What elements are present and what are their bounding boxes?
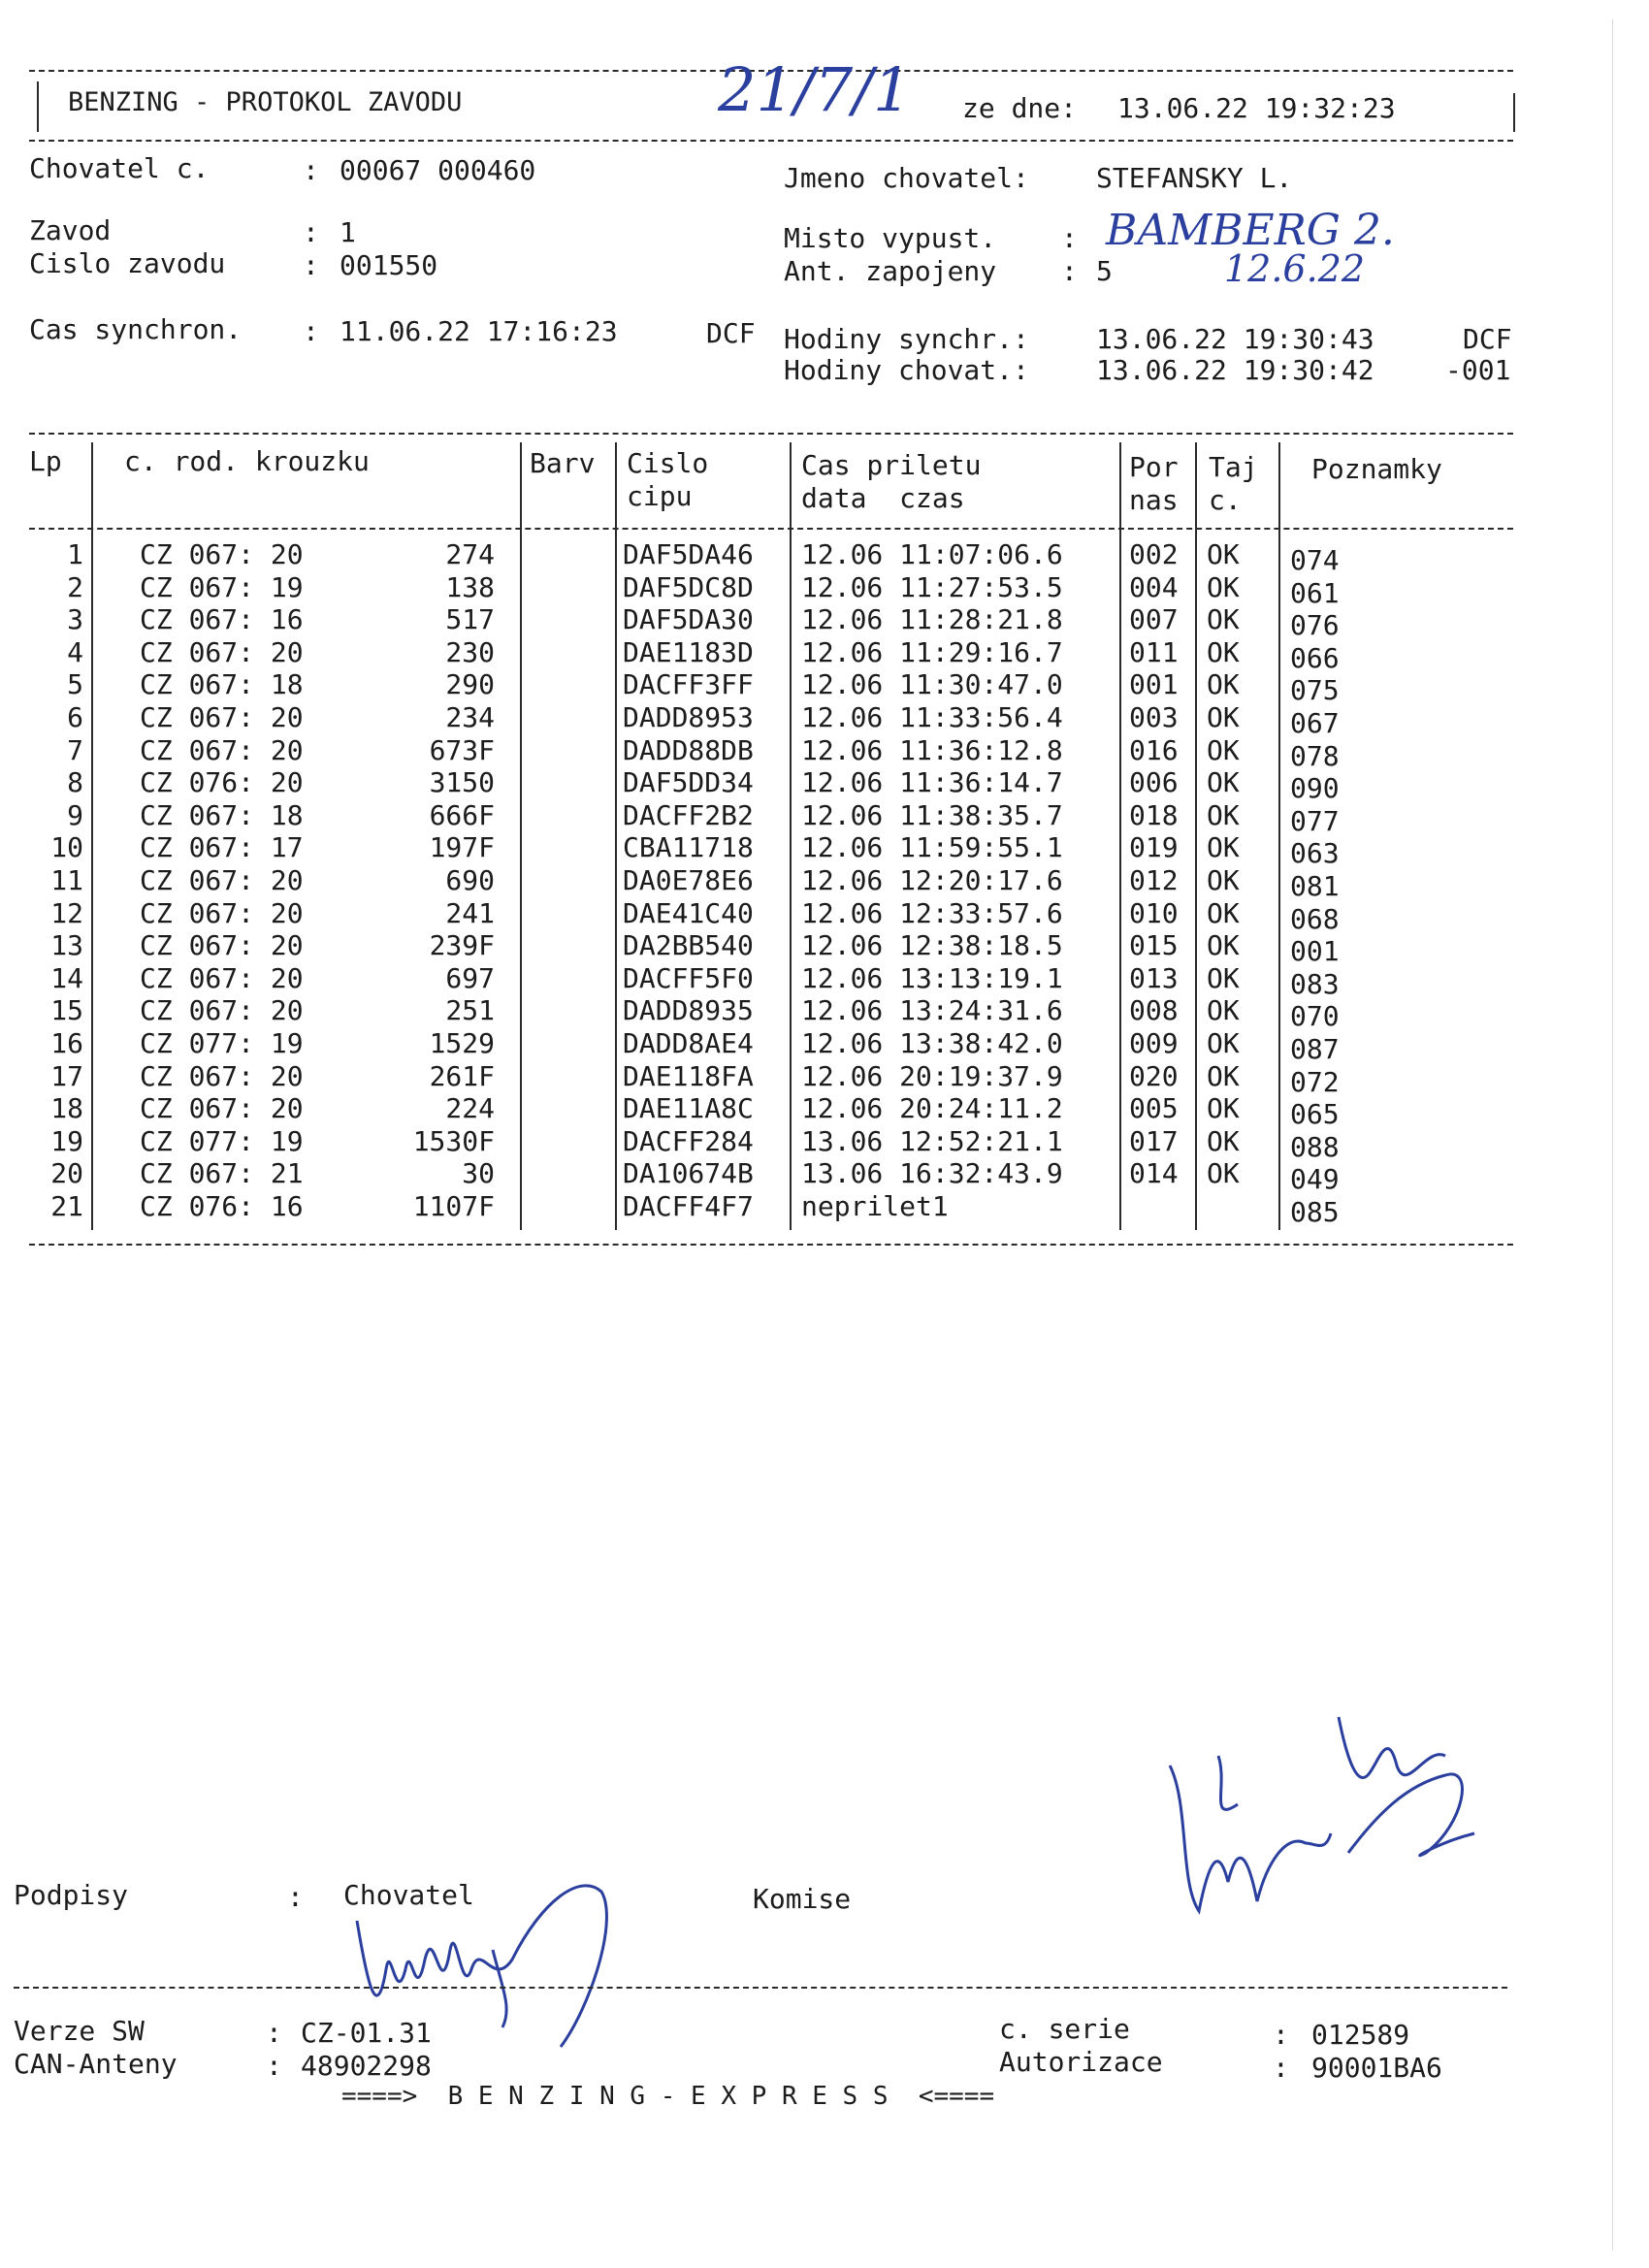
row-ring-number: 1107F [412, 1190, 495, 1222]
row-secret-check: OK [1207, 538, 1240, 570]
row-note: 001 [1290, 935, 1340, 968]
row-chip-id: DACFF2B2 [623, 798, 754, 831]
table-row [0, 864, 1552, 902]
row-secret-check: OK [1207, 701, 1240, 733]
row-lp: 8 [67, 766, 83, 799]
header-notes: Poznamky [1311, 453, 1442, 485]
row-ring: CZ 077: 19 [140, 1124, 304, 1157]
row-ring: CZ 067: 20 [140, 733, 304, 766]
row-lp: 10 [50, 831, 83, 864]
row-order: 013 [1129, 961, 1179, 994]
can-antennas-value: 48902298 [301, 2050, 432, 2082]
row-order: 017 [1129, 1124, 1179, 1157]
row-ring: CZ 067: 21 [140, 1157, 304, 1190]
row-chip-id: DACFF5F0 [623, 961, 754, 994]
row-arrival-time: 12.06 13:13:19.1 [801, 961, 1063, 994]
row-note: 088 [1290, 1130, 1340, 1163]
row-lp: 21 [50, 1190, 83, 1222]
row-note: 066 [1290, 641, 1340, 674]
row-ring-number: 3150 [429, 766, 495, 799]
row-chip-id: DA10674B [623, 1157, 754, 1190]
row-note: 083 [1290, 967, 1340, 1000]
row-ring: CZ 067: 20 [140, 1059, 304, 1092]
row-ring-number: 673F [429, 733, 495, 766]
row-note: 085 [1290, 1196, 1340, 1228]
row-ring: CZ 067: 19 [140, 570, 304, 603]
race-label: Zavod [29, 214, 112, 246]
row-lp: 4 [67, 635, 83, 668]
handwritten-race-code: 21/7/1 [718, 54, 912, 125]
row-ring: CZ 067: 20 [140, 635, 304, 668]
table-row [0, 1027, 1552, 1065]
row-arrival-time: 12.06 11:27:53.5 [801, 570, 1063, 603]
row-order: 007 [1129, 603, 1179, 636]
table-row [0, 635, 1552, 674]
row-ring-number: 274 [445, 538, 495, 570]
row-lp: 19 [50, 1124, 83, 1157]
header-por-1: Por [1129, 451, 1179, 483]
row-note: 078 [1290, 739, 1340, 772]
row-ring: CZ 067: 18 [140, 798, 304, 831]
row-arrival-time: 12.06 20:24:11.2 [801, 1092, 1063, 1125]
row-chip-id: DAE41C40 [623, 896, 754, 929]
row-ring: CZ 067: 20 [140, 864, 304, 896]
row-note: 075 [1290, 674, 1340, 707]
table-row [0, 961, 1552, 1000]
sync-time-value: 11.06.22 17:16:23 [340, 315, 618, 347]
breeder-no-value: 00067 000460 [340, 154, 536, 186]
row-secret-check: OK [1207, 1027, 1240, 1059]
row-secret-check: OK [1207, 831, 1240, 864]
row-order: 004 [1129, 570, 1179, 603]
row-order: 002 [1129, 538, 1179, 570]
row-arrival-time: 12.06 11:33:56.4 [801, 701, 1063, 733]
row-secret-check: OK [1207, 1092, 1240, 1125]
row-ring-number: 234 [445, 701, 495, 733]
table-row [0, 994, 1552, 1033]
row-chip-id: DA2BB540 [623, 929, 754, 962]
row-ring-number: 1530F [412, 1124, 495, 1157]
sync-time-label: Cas synchron. [29, 313, 242, 345]
row-lp: 3 [67, 603, 83, 636]
page-edge-right [1612, 19, 1613, 2251]
colon: : [266, 2050, 282, 2082]
row-note: 049 [1290, 1163, 1340, 1196]
row-arrival-time: 12.06 11:07:06.6 [801, 538, 1063, 570]
row-lp: 9 [67, 798, 83, 831]
row-ring: CZ 067: 20 [140, 994, 304, 1027]
row-note: 063 [1290, 837, 1340, 870]
footer-rule [14, 1987, 1507, 1989]
row-note: 072 [1290, 1065, 1340, 1098]
row-chip-id: DAF5DA46 [623, 538, 754, 570]
row-ring-number: 251 [445, 994, 495, 1027]
header-por-2: nas [1129, 484, 1179, 516]
sw-version-label: Verze SW [14, 2015, 145, 2047]
row-note: 077 [1290, 804, 1340, 837]
row-secret-check: OK [1207, 766, 1240, 799]
row-arrival-time: neprilet1 [801, 1190, 949, 1222]
race-value: 1 [340, 216, 356, 248]
row-lp: 5 [67, 668, 83, 701]
row-chip-id: CBA11718 [623, 831, 754, 864]
row-secret-check: OK [1207, 1124, 1240, 1157]
protocol-date-value: 13.06.22 19:32:23 [1117, 92, 1396, 124]
row-ring-number: 230 [445, 635, 495, 668]
row-secret-check: OK [1207, 570, 1240, 603]
header-lp: Lp [29, 445, 62, 477]
row-lp: 14 [50, 961, 83, 994]
antennas-label: Ant. zapojeny [784, 255, 997, 287]
header-time-2: data czas [801, 482, 965, 514]
row-secret-check: OK [1207, 961, 1240, 994]
row-ring-number: 1529 [429, 1027, 495, 1059]
header-chip-2: cipu [627, 480, 693, 512]
table-row [0, 570, 1552, 609]
table-row [0, 668, 1552, 707]
row-arrival-time: 12.06 20:19:37.9 [801, 1059, 1063, 1092]
signatures-label: Podpisy [14, 1879, 129, 1911]
colon: : [303, 249, 319, 281]
clock-sync-source: DCF [1463, 323, 1512, 355]
row-chip-id: DAE118FA [623, 1059, 754, 1092]
colon: : [1061, 222, 1078, 254]
row-lp: 2 [67, 570, 83, 603]
row-note: 068 [1290, 902, 1340, 935]
authorization-label: Autorizace [999, 2046, 1163, 2078]
row-lp: 13 [50, 929, 83, 962]
row-arrival-time: 13.06 16:32:43.9 [801, 1157, 1063, 1190]
commission-label: Komise [753, 1883, 852, 1915]
authorization-value: 90001BA6 [1311, 2052, 1442, 2084]
row-arrival-time: 12.06 12:20:17.6 [801, 864, 1063, 896]
row-lp: 6 [67, 701, 83, 733]
table-row [0, 1124, 1552, 1163]
clock-breeder-diff: -001 [1445, 354, 1511, 386]
row-arrival-time: 13.06 12:52:21.1 [801, 1124, 1063, 1157]
colon: : [303, 216, 319, 248]
row-secret-check: OK [1207, 929, 1240, 962]
row-ring: CZ 067: 20 [140, 929, 304, 962]
row-ring-number: 697 [445, 961, 495, 994]
row-ring-number: 224 [445, 1092, 495, 1125]
colon: : [303, 154, 319, 186]
row-ring-number: 517 [445, 603, 495, 636]
colon: : [1061, 255, 1078, 287]
row-order: 008 [1129, 994, 1179, 1027]
header-chip-1: Cislo [627, 447, 709, 479]
table-row [0, 1157, 1552, 1196]
row-chip-id: DADD8AE4 [623, 1027, 754, 1059]
can-antennas-label: CAN-Anteny [14, 2048, 178, 2080]
clock-sync-label: Hodiny synchr.: [784, 323, 1029, 355]
row-secret-check: OK [1207, 994, 1240, 1027]
table-row [0, 538, 1552, 576]
race-no-label: Cislo zavodu [29, 247, 226, 279]
row-chip-id: DAF5DC8D [623, 570, 754, 603]
row-order: 014 [1129, 1157, 1179, 1190]
row-order: 015 [1129, 929, 1179, 962]
row-order: 020 [1129, 1059, 1179, 1092]
row-chip-id: DAF5DA30 [623, 603, 754, 636]
row-note: 074 [1290, 544, 1340, 576]
release-place-value: BAMBERG 2. [1106, 206, 1395, 255]
row-lp: 16 [50, 1027, 83, 1059]
header-right-edge [1513, 93, 1515, 132]
row-ring-number: 690 [445, 864, 495, 896]
serial-label: c. serie [999, 2013, 1130, 2045]
table-row [0, 1059, 1552, 1098]
row-chip-id: DACFF4F7 [623, 1190, 754, 1222]
table-header-rule [29, 528, 1513, 530]
row-ring: CZ 067: 16 [140, 603, 304, 636]
table-row [0, 766, 1552, 805]
row-secret-check: OK [1207, 798, 1240, 831]
row-ring: CZ 076: 20 [140, 766, 304, 799]
row-ring: CZ 076: 16 [140, 1190, 304, 1222]
row-secret-check: OK [1207, 668, 1240, 701]
row-chip-id: DADD8953 [623, 701, 754, 733]
row-note: 061 [1290, 576, 1340, 609]
table-row [0, 831, 1552, 870]
commission-signature-2 [1329, 1707, 1484, 1863]
row-ring: CZ 067: 18 [140, 668, 304, 701]
clock-sync-value: 13.06.22 19:30:43 [1096, 323, 1374, 355]
row-arrival-time: 12.06 11:38:35.7 [801, 798, 1063, 831]
row-order: 019 [1129, 831, 1179, 864]
clock-breeder-value: 13.06.22 19:30:42 [1096, 354, 1374, 386]
row-secret-check: OK [1207, 635, 1240, 668]
row-arrival-time: 12.06 12:38:18.5 [801, 929, 1063, 962]
header-taj-2: c. [1209, 484, 1242, 516]
row-ring: CZ 067: 20 [140, 701, 304, 733]
row-chip-id: DADD8935 [623, 994, 754, 1027]
row-order: 005 [1129, 1092, 1179, 1125]
release-place-label: Misto vypust. [784, 222, 997, 254]
table-row [0, 733, 1552, 772]
row-lp: 12 [50, 896, 83, 929]
row-chip-id: DAF5DD34 [623, 766, 754, 799]
row-arrival-time: 12.06 11:28:21.8 [801, 603, 1063, 636]
row-ring-number: 666F [429, 798, 495, 831]
row-arrival-time: 12.06 11:59:55.1 [801, 831, 1063, 864]
row-ring-number: 241 [445, 896, 495, 929]
row-chip-id: DACFF284 [623, 1124, 754, 1157]
row-arrival-time: 12.06 11:29:16.7 [801, 635, 1063, 668]
row-secret-check: OK [1207, 1157, 1240, 1190]
header-taj-1: Taj [1209, 451, 1258, 483]
row-order: 012 [1129, 864, 1179, 896]
header-color: Barv [530, 447, 596, 479]
row-order: 006 [1129, 766, 1179, 799]
antennas-value: 5 [1096, 255, 1113, 287]
row-order: 009 [1129, 1027, 1179, 1059]
row-chip-id: DA0E78E6 [623, 864, 754, 896]
header-time-1: Cas priletu [801, 449, 982, 481]
race-no-value: 001550 [340, 249, 438, 281]
row-order: 001 [1129, 668, 1179, 701]
row-ring: CZ 067: 17 [140, 831, 304, 864]
table-row [0, 929, 1552, 968]
row-ring-number: 290 [445, 668, 495, 701]
breeder-signature-label: Chovatel [343, 1879, 474, 1911]
row-lp: 18 [50, 1092, 83, 1125]
row-ring-number: 239F [429, 929, 495, 962]
row-secret-check: OK [1207, 896, 1240, 929]
row-order: 003 [1129, 701, 1179, 733]
serial-value: 012589 [1311, 2019, 1410, 2051]
row-lp: 1 [67, 538, 83, 570]
table-row [0, 798, 1552, 837]
clock-breeder-label: Hodiny chovat.: [784, 354, 1029, 386]
row-chip-id: DADD88DB [623, 733, 754, 766]
sync-time-source: DCF [706, 317, 756, 349]
row-note: 087 [1290, 1033, 1340, 1065]
row-note: 081 [1290, 870, 1340, 902]
row-ring: CZ 077: 19 [140, 1027, 304, 1059]
row-lp: 15 [50, 994, 83, 1027]
row-ring: CZ 067: 20 [140, 1092, 304, 1125]
row-secret-check: OK [1207, 864, 1240, 896]
row-secret-check: OK [1207, 1059, 1240, 1092]
row-arrival-time: 12.06 11:36:14.7 [801, 766, 1063, 799]
table-top-rule [29, 433, 1513, 435]
table-row [0, 701, 1552, 739]
row-arrival-time: 12.06 12:33:57.6 [801, 896, 1063, 929]
row-ring: CZ 067: 20 [140, 896, 304, 929]
row-note: 067 [1290, 707, 1340, 739]
row-arrival-time: 12.06 13:24:31.6 [801, 994, 1063, 1027]
row-ring-number: 261F [429, 1059, 495, 1092]
row-secret-check: OK [1207, 603, 1240, 636]
table-row [0, 896, 1552, 935]
row-ring-number: 197F [429, 831, 495, 864]
row-order: 016 [1129, 733, 1179, 766]
colon: : [1273, 2019, 1289, 2051]
colon: : [1273, 2052, 1289, 2084]
row-note: 090 [1290, 772, 1340, 805]
row-ring-number: 138 [445, 570, 495, 603]
row-ring-number: 30 [462, 1157, 495, 1190]
breeder-no-label: Chovatel c. [29, 152, 210, 184]
protocol-date-label: ze dne: [962, 92, 1078, 124]
colon: : [266, 2017, 282, 2049]
row-lp: 11 [50, 864, 83, 896]
row-order: 010 [1129, 896, 1179, 929]
table-row [0, 1190, 1552, 1228]
breeder-name-label: Jmeno chovatel: [784, 162, 1029, 194]
row-secret-check: OK [1207, 733, 1240, 766]
row-ring: CZ 067: 20 [140, 961, 304, 994]
row-ring: CZ 067: 20 [140, 538, 304, 570]
colon: : [287, 1881, 304, 1913]
row-chip-id: DAE11A8C [623, 1092, 754, 1125]
row-order: 011 [1129, 635, 1179, 668]
row-lp: 17 [50, 1059, 83, 1092]
sw-version-value: CZ-01.31 [301, 2017, 432, 2049]
brand-line: ====> B E N Z I N G - E X P R E S S <==== [341, 2082, 995, 2111]
breeder-name-value: STEFANSKY L. [1096, 162, 1293, 194]
row-chip-id: DAE1183D [623, 635, 754, 668]
commission-signature-1 [1160, 1746, 1335, 1921]
row-note: 070 [1290, 1000, 1340, 1033]
header-bottom-rule [29, 140, 1513, 142]
row-note: 065 [1290, 1098, 1340, 1131]
header-ring: c. rod. krouzku [124, 445, 370, 477]
row-arrival-time: 12.06 11:30:47.0 [801, 668, 1063, 701]
header-left-edge [37, 81, 39, 132]
row-order: 018 [1129, 798, 1179, 831]
row-lp: 20 [50, 1157, 83, 1190]
table-row [0, 603, 1552, 642]
colon: : [303, 315, 319, 347]
row-lp: 7 [67, 733, 83, 766]
table-row [0, 1092, 1552, 1131]
document-title: BENZING - PROTOKOL ZAVODU [68, 87, 463, 117]
row-chip-id: DACFF3FF [623, 668, 754, 701]
row-arrival-time: 12.06 11:36:12.8 [801, 733, 1063, 766]
release-date-handwritten: 12.6.22 [1224, 247, 1366, 290]
row-arrival-time: 12.06 13:38:42.0 [801, 1027, 1063, 1059]
table-bottom-rule [29, 1244, 1513, 1246]
row-note: 076 [1290, 609, 1340, 642]
